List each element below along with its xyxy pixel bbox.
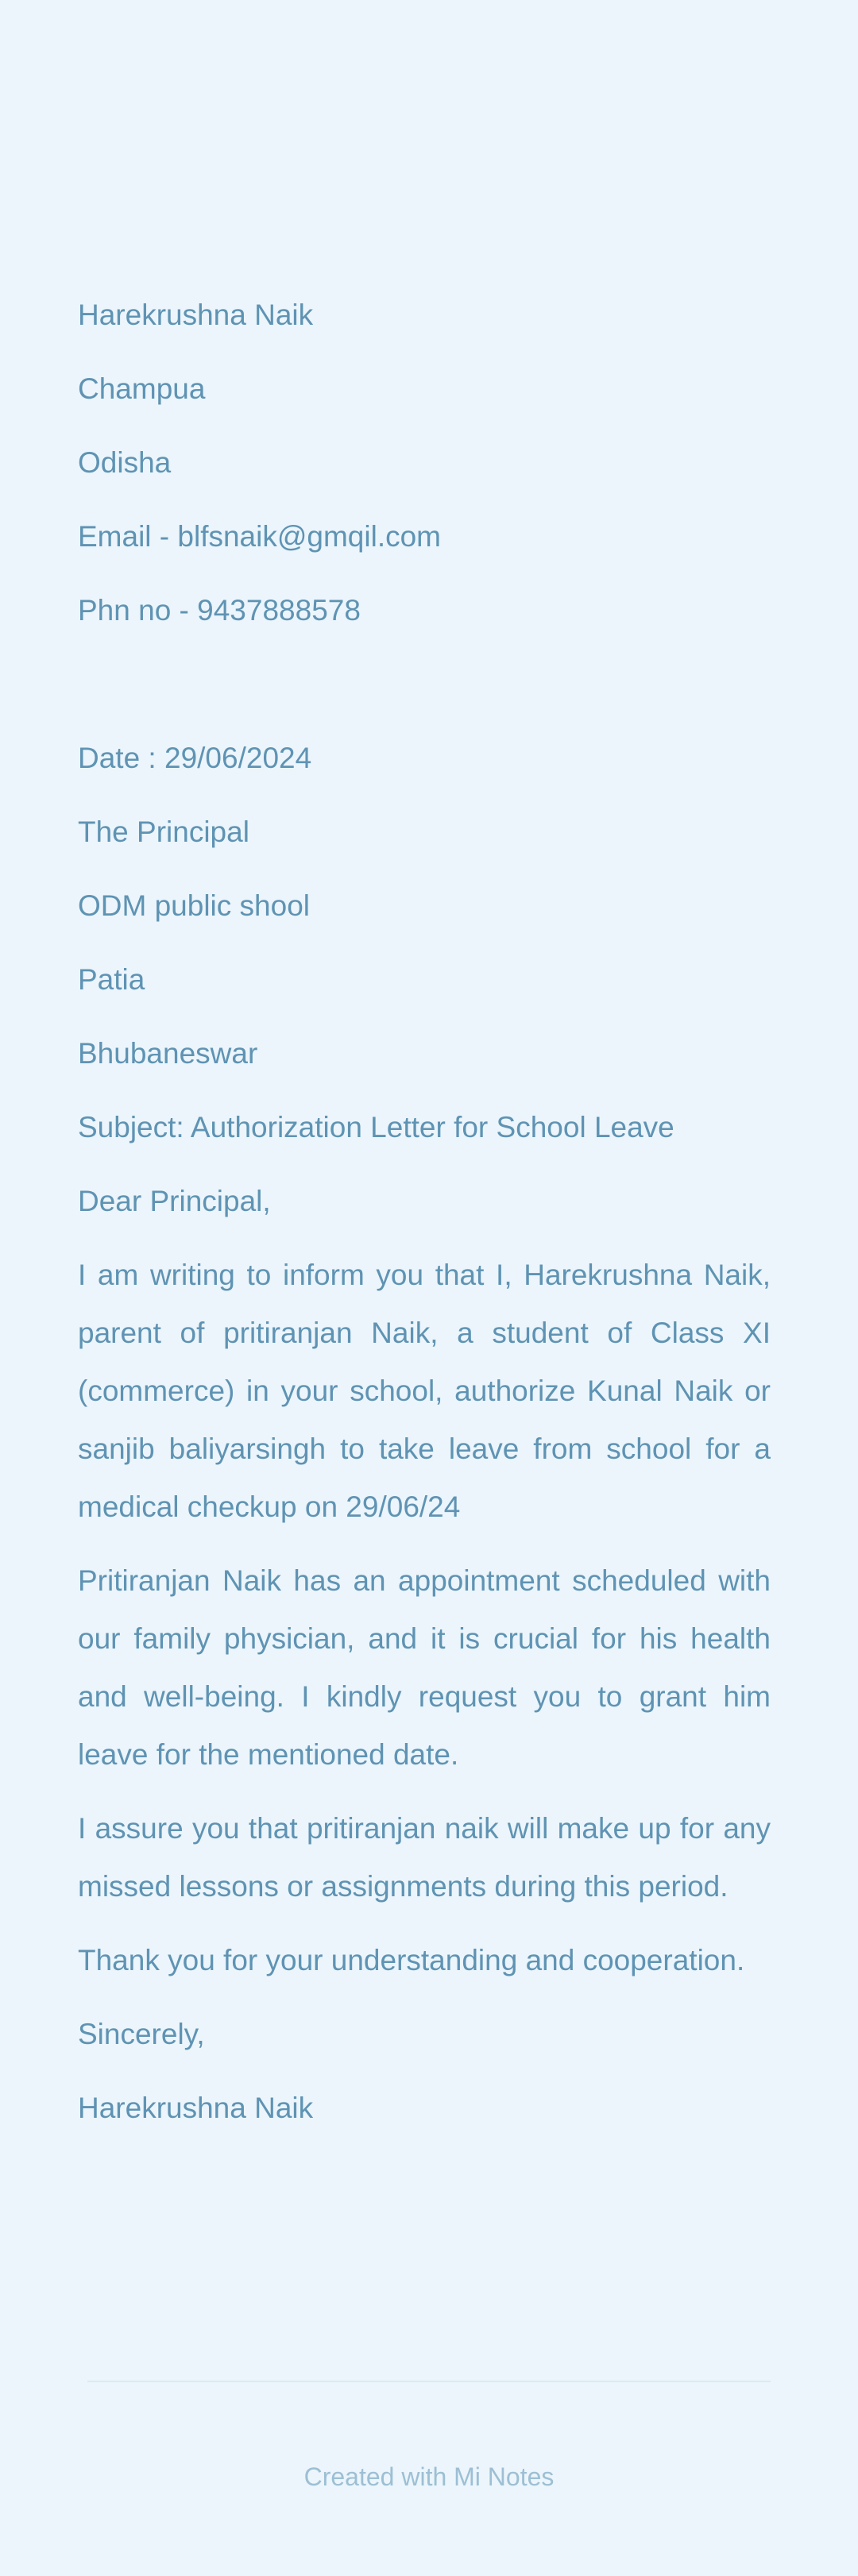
sender-email: Email - blfsnaik@gmqil.com	[78, 520, 442, 553]
recipient-title: The Principal	[78, 816, 249, 848]
closing: Sincerely,	[78, 2018, 205, 2050]
paragraph-appointment: Pritiranjan Naik has an appointment scheduled with our family physician, and it is crucial for his health and well-being. I kindly request you to grant him leave for the mentioned date.	[78, 1564, 771, 1771]
letter-date: Date : 29/06/2024	[78, 742, 312, 774]
footer-divider	[87, 2381, 771, 2382]
sender-phone: Phn no - 9437888578	[78, 594, 361, 627]
paragraph-assurance: I assure you that pritiranjan naik will make up for any missed lessons or assignments during this period.	[78, 1812, 771, 1903]
paragraph-authorization: I am writing to inform you that I, Harekrushna Naik, parent of pritiranjan Naik, a student of Class XI (commerce) in your school, authorize Kunal Naik or sanjib baliyarsingh to take leave from school for a medical checkup on 29/06/24	[78, 1259, 771, 1523]
salutation: Dear Principal,	[78, 1185, 271, 1217]
sender-state: Odisha	[78, 446, 172, 479]
letter-subject: Subject: Authorization Letter for School Leave	[78, 1111, 674, 1143]
note-content	[78, 286, 771, 2153]
recipient-school: ODM public shool	[78, 889, 311, 922]
blank-line	[78, 655, 771, 729]
sender-city: Champua	[78, 372, 206, 405]
paragraph-thanks: Thank you for your understanding and cooperation.	[78, 1944, 745, 1976]
created-with-label: Created with Mi Notes	[303, 2462, 555, 2491]
recipient-area: Patia	[78, 963, 145, 996]
signature: Harekrushna Naik	[78, 2092, 314, 2124]
recipient-city: Bhubaneswar	[78, 1037, 258, 1070]
sender-name: Harekrushna Naik	[78, 299, 314, 331]
